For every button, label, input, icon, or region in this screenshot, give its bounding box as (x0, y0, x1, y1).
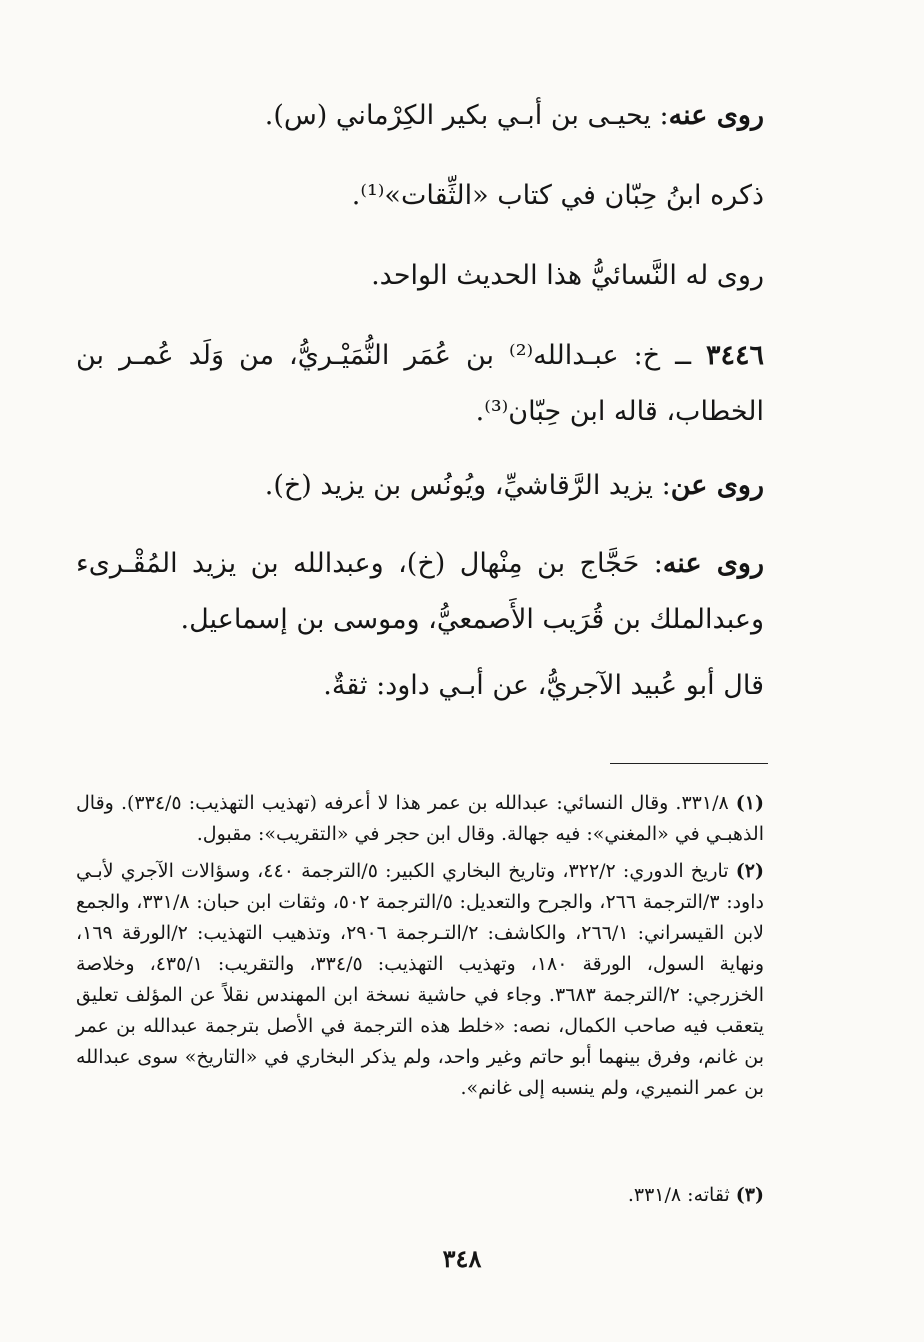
footnote-number: (١) (735, 792, 764, 814)
footnote-text: ثقاته: ٣٣١/٨. (627, 1184, 730, 1206)
entry-heading (76, 328, 764, 440)
footnote-3 (76, 1180, 764, 1211)
label-rawa-anhu: روى عنه (668, 100, 764, 131)
paragraph-ajurri-quote: قال أبو عُبيد الآجريُّ، عن أبـي داود: ثقةٌ. (323, 670, 764, 701)
footnote-number: (٣) (735, 1184, 764, 1206)
paragraph-text: : يحيـى بن أبـي بكير الكِرْماني (س). (264, 100, 669, 131)
entry-number: ٣٤٤٦ (706, 340, 765, 371)
paragraph-narrators-from (76, 88, 764, 144)
page-number: ٣٤٨ (442, 1244, 482, 1273)
paragraph-ibn-hibban-mention: ذكره ابنُ حِبّان في كتاب «الثِّقات»⁽¹⁾. (351, 180, 764, 211)
footnote-2 (76, 856, 764, 1104)
paragraph-text: : يزيد الرَّقاشيِّ، ويُونُس بن يزيد (خ). (264, 470, 671, 501)
entry-text: ــ خ: عبـدالله⁽²⁾ بن عُمَر النُّمَيْـريُّ، من وَلَد عُمـر بن الخطاب، قاله ابن حِبّان⁽³⁾. (76, 340, 764, 427)
paragraph-narrated-from (76, 458, 764, 514)
paragraph-narrators-list (76, 536, 764, 648)
footnote-number: (٢) (735, 860, 764, 882)
label-rawa-an: روى عن (670, 470, 764, 501)
footnote-text: تاريخ الدوري: ٣٢٢/٢، وتاريخ البخاري الكبير: ٥/الترجمة ٤٤٠، وسؤالات الآجري لأبـي داود: ٣/الترجمة ٢٦٦، والجرح والتعديل: ٥/الترجمة ٥٠٢، وثقات ابن حبان: ٣٣١/٨، والجمع لابن القيسراني: ٢٦٦/١، والكاشف: ٢/التـرجمة ٢٩٠٦، وتذهيب التهذيب: ٢/الورقة ١٦٩، ونهاية السول، الورقة ١٨٠، وتهذيب التهذيب: ٣٣٤/٥، والتقريب: ٤٣٥/١، وخلاصة الخزرجي: ٢/الترجمة ٣٦٨٣. وجاء في حاشية نسخة ابن المهندس نقلاً عن المؤلف تعليق يتعقب فيه صاحب الكمال، نصه: «خلط هذه الترجمة في الأصل بترجمة عبدالله بن عمر بن غانم، وفرق بينهما أبو حاتم وغير واحد، ولم يذكر البخاري في «التاريخ» سوى عبدالله بن عمر النميري، ولم ينسبه إلى غانم». (76, 860, 765, 1099)
footnote-1 (76, 788, 764, 850)
paragraph-text: : حَجَّاج بن مِنْهال (خ)، وعبدالله بن يزيد المُقْـرىء وعبدالملك بن قُرَيب الأَصمعيُّ، وموسى بن إسماعيل. (76, 548, 764, 635)
label-rawa-anhu: روى عنه (662, 548, 765, 579)
footnote-text: ٣٣١/٨. وقال النسائي: عبدالله بن عمر هذا لا أعرفه (تهذيب التهذيب: ٣٣٤/٥). وقال الذهبـي في «المغني»: فيه جهالة. وقال ابن حجر في «التقريب»: مقبول. (76, 792, 764, 845)
footnote-separator (610, 763, 768, 764)
paragraph-nasai-narration: روى له النَّسائيُّ هذا الحديث الواحد. (371, 260, 764, 291)
